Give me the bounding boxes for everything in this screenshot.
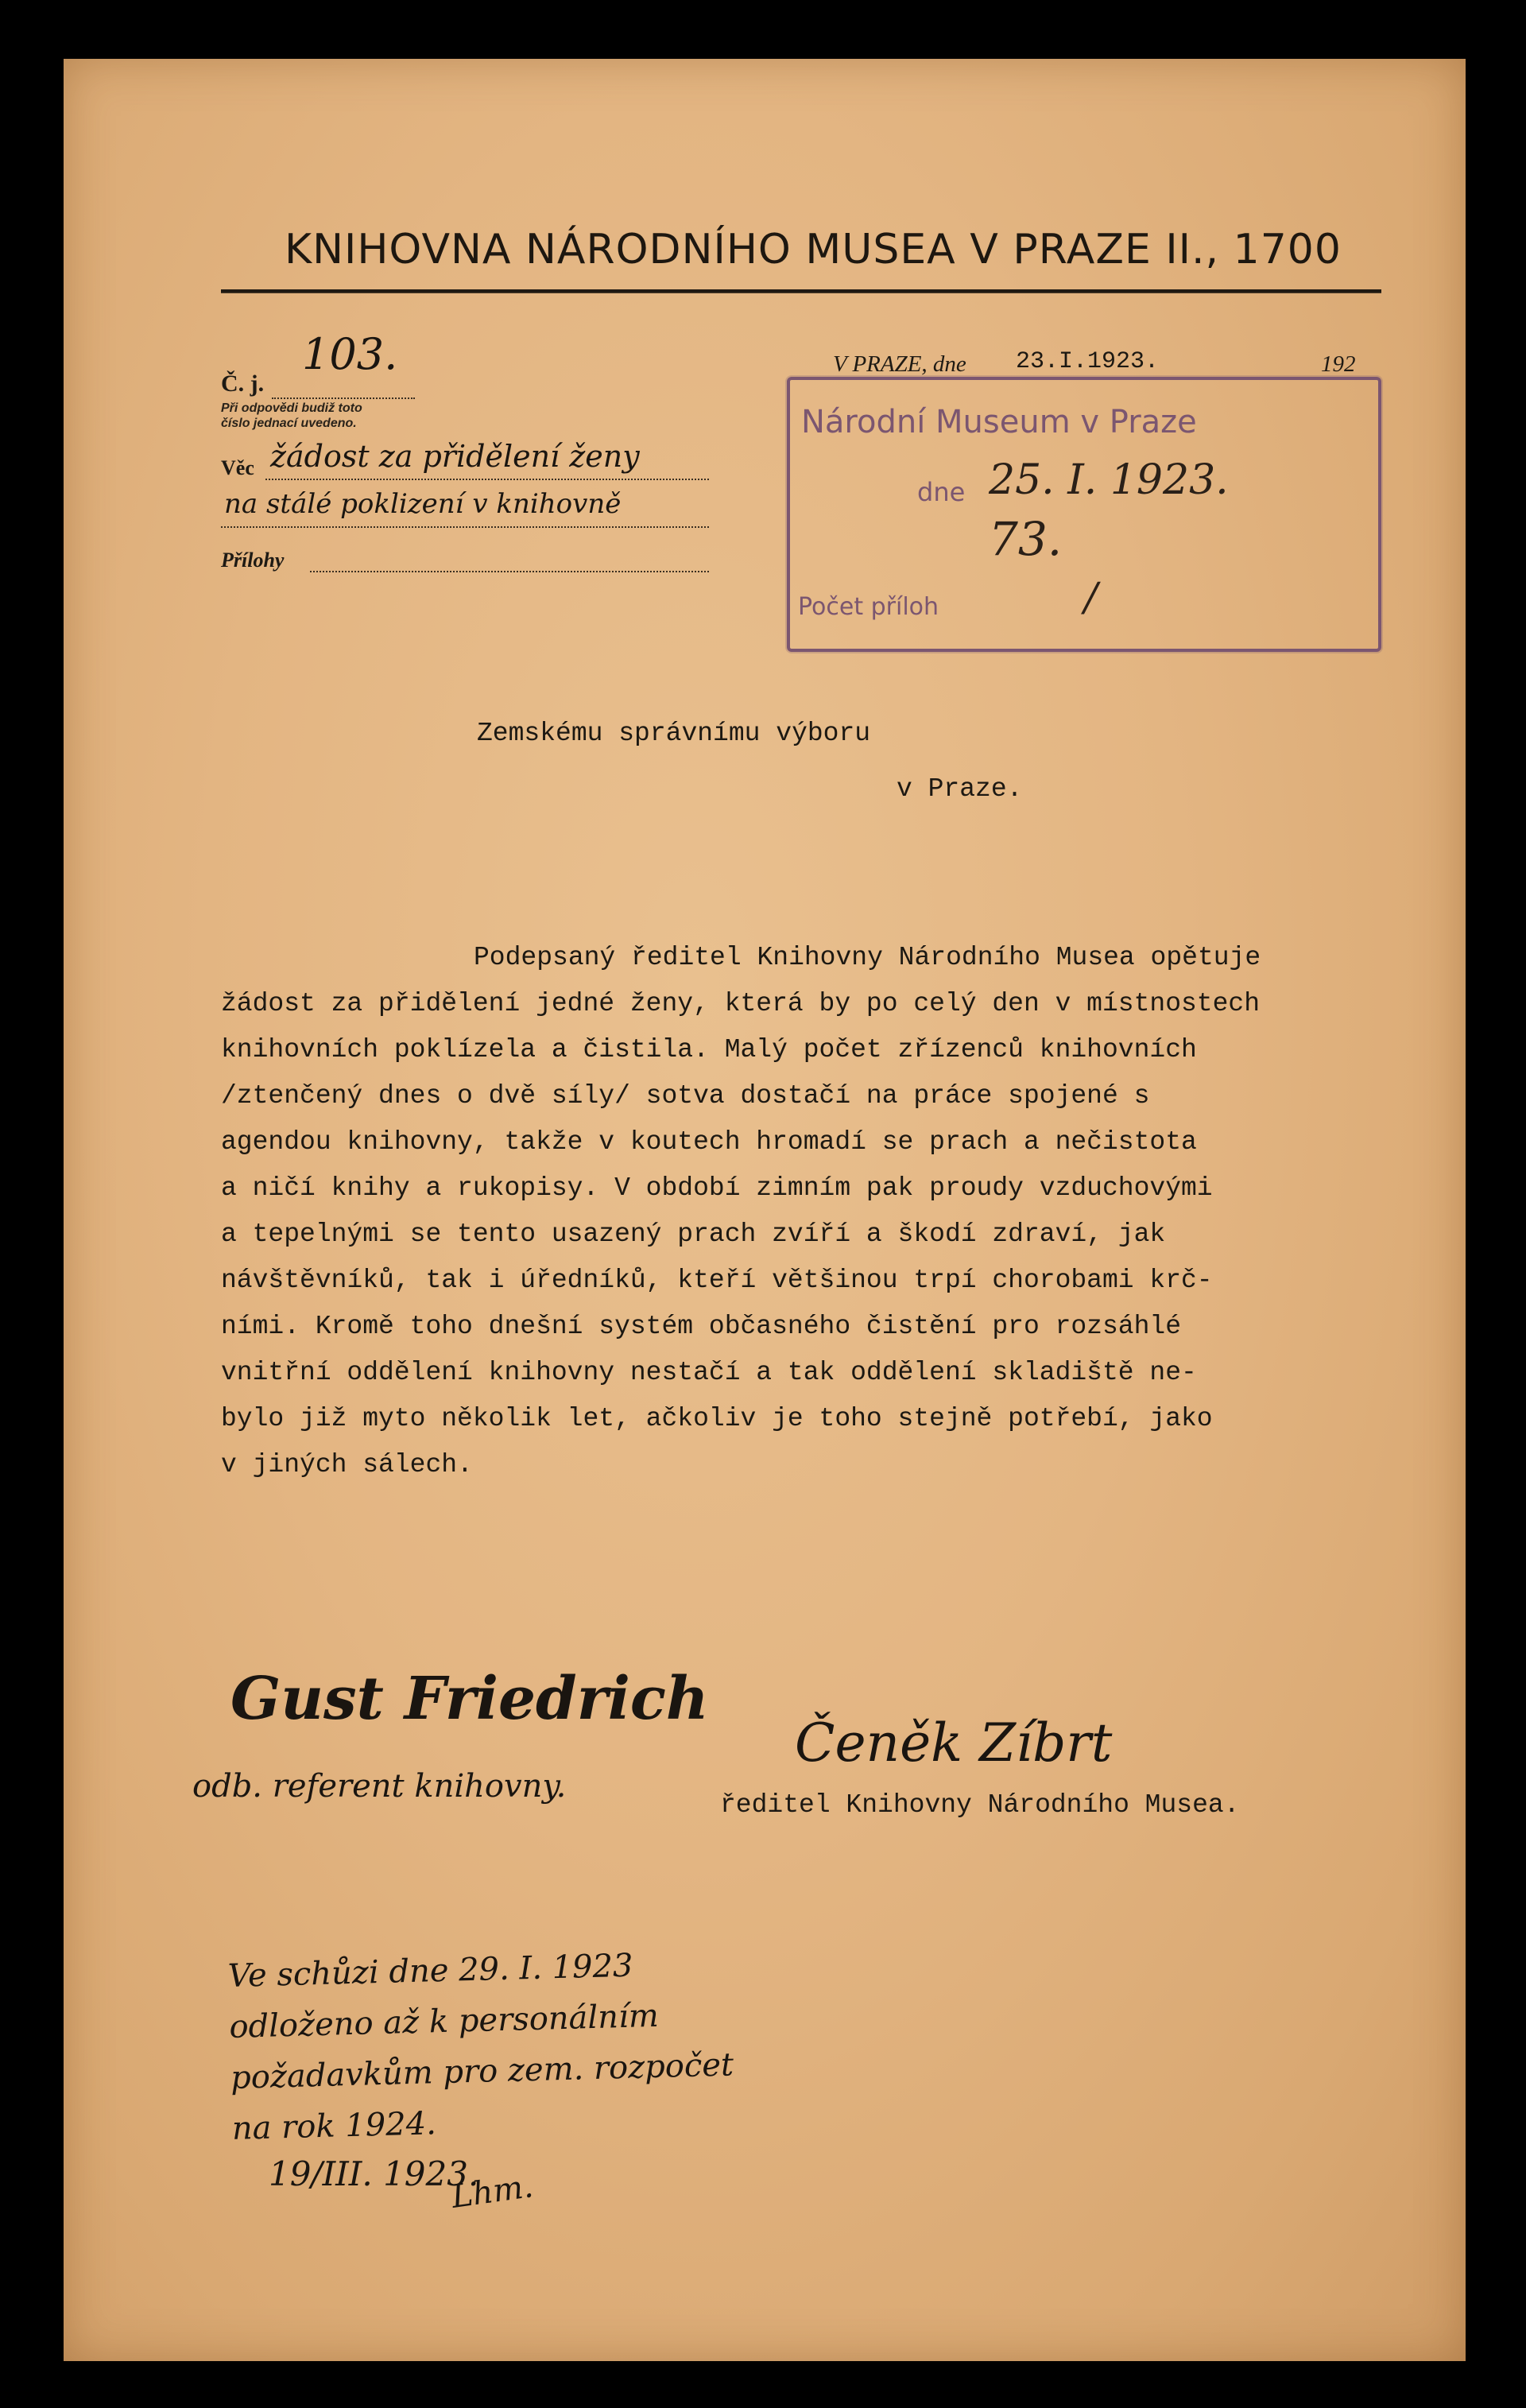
note-line: Ve schůzi dne 29. I. 1923 [227,1947,634,1995]
reference-number: 103. [302,329,398,379]
right-signature-title: ředitel Knihovny Národního Musea. [720,1790,1240,1820]
note-initials: Lhm. [449,2168,536,2216]
body-line: v jiných sálech. [221,1450,473,1479]
body-line: agendou knihovny, takže v koutech hromadí se prach a nečistota [221,1127,1197,1157]
stamp-attachments-value: / [1084,574,1098,620]
reference-label: Č. j. [221,370,265,397]
body-line: Podepsaný ředitel Knihovny Národního Musea opětuje [474,943,1261,972]
stamp-attachments-label: Počet příloh [798,593,939,621]
attachments-dotted-line [310,552,709,572]
letterhead-title: KNIHOVNA NÁRODNÍHO MUSEA V PRAZE II., 1700 [285,226,1342,273]
body-line: návštěvníků, tak i úředníků, kteří většinou trpí chorobami krč- [221,1266,1213,1295]
stamp-title: Národní Museum v Praze [801,404,1197,440]
dateline-place: V PRAZE, dne [833,351,966,377]
body-line: knihovních poklízela a čistila. Malý počet zřízenců knihovních [221,1035,1197,1064]
right-signature: Čeněk Zíbrt [795,1712,1113,1774]
letter-body [221,935,1261,1488]
left-signature: Gust Friedrich [230,1665,709,1733]
stamp-number: 73. [989,512,1063,566]
stamp-date: 25. I. 1923. [989,456,1229,504]
body-line: a ničí knihy a rukopisy. V období zimním pak proudy vzduchovými [221,1173,1213,1203]
note-line: na rok 1924. [231,2105,437,2147]
body-line: ními. Kromě toho dnešní systém občasného čistění pro rozsáhlé [221,1312,1181,1341]
subject-label: Věc [221,456,254,479]
reference-note-line1: Při odpovědi budiž toto [221,401,362,415]
meeting-note [227,1937,736,2154]
addressee-line1: Zemskému správnímu výboru [477,719,871,748]
reference-note-line2: číslo jednací uvedeno. [221,417,357,430]
body-line: /ztenčený dnes o dvě síly/ sotva dostačí na práce spojené s [221,1081,1150,1111]
body-line: vnitřní oddělení knihovny nestačí a tak oddělení skladiště ne- [221,1358,1197,1387]
stamp-date-label: dne [917,477,966,507]
note-date: 19/III. 1923. [269,2154,479,2193]
document-page [64,59,1466,2361]
addressee-line2: v Praze. [897,774,1023,804]
reference-dotted-line [272,380,415,399]
subject-line2: na stálé poklizení v knihovně [224,488,622,520]
left-signature-title: odb. referent knihovny. [192,1768,567,1805]
note-line: požadavkům pro zem. rozpočet [230,2046,734,2096]
body-line: a tepelnými se tento usazený prach zvíří a škodí zdraví, jak [221,1220,1166,1249]
body-line: žádost za přidělení jedné ženy, která by po celý den v místnostech [221,989,1261,1018]
attachments-label: Přílohy [221,549,285,572]
subject-line1: žádost za přidělení ženy [270,439,640,474]
dateline-year-suffix: 192 [1321,351,1356,377]
dateline-date: 23.I.1923. [1016,348,1160,375]
body-line: bylo již myto několik let, ačkoliv je toho stejně potřebí, jako [221,1404,1213,1433]
note-line: odloženo až k personálním [228,1997,660,2045]
received-stamp [787,377,1381,652]
